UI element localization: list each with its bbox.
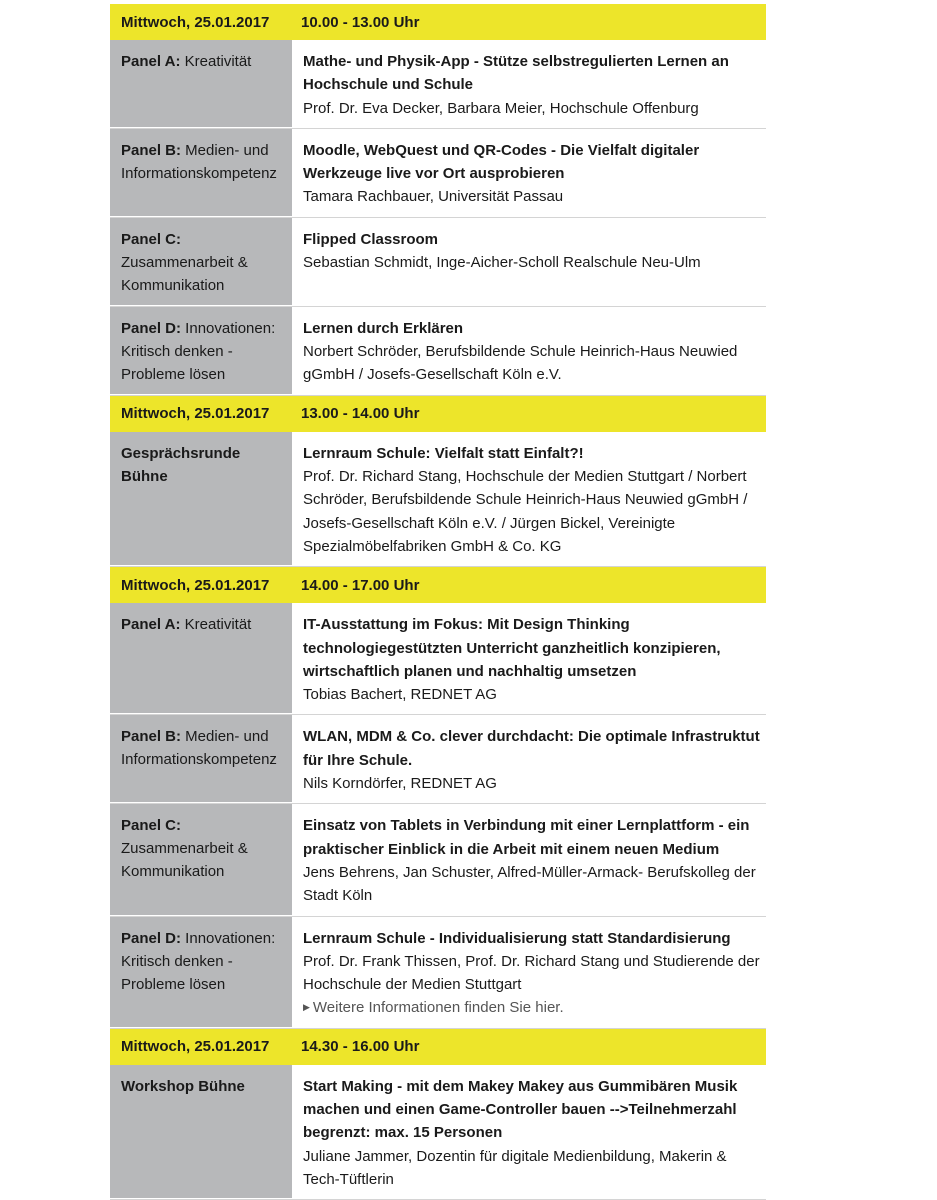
- panel-name: Panel D:: [121, 319, 182, 337]
- session-date: Mittwoch, 25.01.2017: [121, 1038, 270, 1056]
- panel-name: Panel B:: [121, 141, 182, 159]
- panel-name: Panel B:: [121, 728, 182, 746]
- talk-title: Flipped Classroom: [303, 230, 439, 248]
- session-header: [110, 567, 766, 603]
- talk-speakers: Prof. Dr. Frank Thissen, Prof. Dr. Richard Stang und Studierende der Hochschule der Medien Stuttgart: [303, 952, 760, 994]
- session-time: 14.00 - 17.00 Uhr: [301, 576, 420, 594]
- panel-label: [110, 40, 292, 128]
- schedule-table: [110, 4, 766, 1200]
- session-row: [110, 1065, 766, 1200]
- panel-label: [110, 1065, 292, 1199]
- talk-title: Mathe- und Physik-App - Stütze selbstregulierten Lernen an Hochschule und Schule: [303, 53, 729, 94]
- talk-title: IT-Ausstattung im Fokus: Mit Design Thinking technologiegestützten Unterricht ganzheitlich konzipieren, wirtschaftlich planen und nachhaltig umsetzen: [303, 616, 721, 680]
- talk-title: Moodle, WebQuest und QR-Codes - Die Vielfalt digitaler Werkzeuge live vor Ort ausprobieren: [303, 141, 700, 183]
- panel-label: [110, 307, 292, 395]
- panel-name: Panel D:: [121, 929, 182, 947]
- session-row: [110, 603, 766, 715]
- talk-title: Lernraum Schule: Vielfalt statt Einfalt?!: [303, 444, 584, 462]
- panel-name: Panel A:: [121, 616, 181, 634]
- talk-speakers: Juliane Jammer, Dozentin für digitale Medienbildung, Makerin & Tech-Tüftlerin: [303, 1147, 727, 1188]
- talk-speakers: Prof. Dr. Eva Decker, Barbara Meier, Hochschule Offenburg: [303, 99, 699, 117]
- more-info-link[interactable]: [303, 996, 760, 1019]
- panel-name: Workshop Bühne: [121, 1077, 245, 1095]
- talk-title: Start Making - mit dem Makey Makey aus Gummibären Musik machen und einen Game-Controller bauen -->Teilnehmerzahl begrenzt: max. 15 Personen: [303, 1077, 738, 1142]
- talk-details: [292, 715, 766, 803]
- panel-label: [110, 432, 292, 566]
- talk-details: [292, 603, 766, 714]
- more-info-label: Weitere Informationen finden Sie hier.: [312, 999, 564, 1017]
- session-time: 10.00 - 13.00 Uhr: [301, 13, 420, 31]
- panel-label: [110, 715, 292, 803]
- triangle-right-icon: ▶: [303, 1002, 310, 1013]
- talk-details: [292, 129, 766, 217]
- talk-title: Lernraum Schule - Individualisierung statt Standardisierung: [303, 929, 731, 947]
- session-row: [110, 432, 766, 567]
- talk-details: [292, 432, 766, 566]
- panel-name: Panel A:: [121, 53, 181, 70]
- panel-topic: Medien- und Informationskompetenz: [121, 141, 277, 182]
- talk-details: [292, 1065, 766, 1199]
- talk-speakers: Jens Behrens, Jan Schuster, Alfred-Müller-Armack- Berufskolleg der Stadt Köln: [303, 863, 756, 905]
- talk-details: [292, 804, 766, 915]
- session-row: [110, 129, 766, 218]
- session-date: Mittwoch, 25.01.2017: [121, 13, 270, 31]
- panel-name: Panel C:: [121, 817, 182, 835]
- session-row: [110, 218, 766, 307]
- panel-name: Gesprächsrunde Bühne: [121, 444, 241, 485]
- panel-topic: Medien- und Informationskompetenz: [121, 728, 277, 769]
- panel-name: Panel C:: [121, 230, 182, 248]
- session-header: [110, 396, 766, 432]
- talk-details: [292, 40, 766, 128]
- talk-details: [292, 218, 766, 306]
- talk-speakers: Sebastian Schmidt, Inge-Aicher-Scholl Realschule Neu-Ulm: [303, 254, 701, 272]
- session-row: [110, 804, 766, 916]
- talk-title: Einsatz von Tablets in Verbindung mit einer Lernplattform - ein praktischer Einblick in die Arbeit mit einem neuen Medium: [303, 817, 750, 858]
- panel-label: [110, 218, 292, 306]
- talk-title: Lernen durch Erklären: [303, 319, 464, 337]
- session-time: 13.00 - 14.00 Uhr: [301, 405, 420, 423]
- panel-label: [110, 129, 292, 217]
- panel-label: [110, 917, 292, 1028]
- session-date: Mittwoch, 25.01.2017: [121, 576, 270, 594]
- panel-topic: Zusammenarbeit & Kommunikation: [121, 253, 248, 294]
- panel-topic: Kreativität: [180, 53, 252, 70]
- session-time: 14.30 - 16.00 Uhr: [301, 1038, 420, 1056]
- talk-speakers: Tamara Rachbauer, Universität Passau: [303, 188, 564, 206]
- session-row: [110, 307, 766, 396]
- session-row: [110, 917, 766, 1029]
- panel-label: [110, 804, 292, 915]
- session-header: [110, 4, 766, 40]
- panel-topic: Kreativität: [180, 616, 252, 634]
- session-row: [110, 715, 766, 804]
- panel-topic: Innovationen: Kritisch denken - Probleme lösen: [121, 319, 276, 383]
- talk-speakers: Nils Korndörfer, REDNET AG: [303, 775, 497, 793]
- talk-details: [292, 307, 766, 395]
- panel-topic: Innovationen: Kritisch denken - Probleme lösen: [121, 929, 276, 993]
- session-row: [110, 40, 766, 129]
- session-date: Mittwoch, 25.01.2017: [121, 405, 270, 423]
- talk-speakers: Norbert Schröder, Berufsbildende Schule Heinrich-Haus Neuwied gGmbH / Josefs-Gesellschaft Köln e.V.: [303, 343, 738, 384]
- talk-details: [292, 917, 766, 1028]
- panel-topic: Zusammenarbeit & Kommunikation: [121, 840, 248, 881]
- talk-speakers: Tobias Bachert, REDNET AG: [303, 686, 497, 704]
- panel-label: [110, 603, 292, 714]
- session-header: [110, 1029, 766, 1065]
- talk-title: WLAN, MDM & Co. clever durchdacht: Die optimale Infrastruktut für Ihre Schule.: [303, 728, 760, 769]
- talk-speakers: Prof. Dr. Richard Stang, Hochschule der Medien Stuttgart / Norbert Schröder, Berufsbildende Schule Heinrich-Haus Neuwied gGmbH / Josefs-Gesellschaft Köln e.V. / Jürgen Bickel, Vereinigte Spezialmöbelfabriken GmbH & Co. KG: [303, 468, 748, 555]
